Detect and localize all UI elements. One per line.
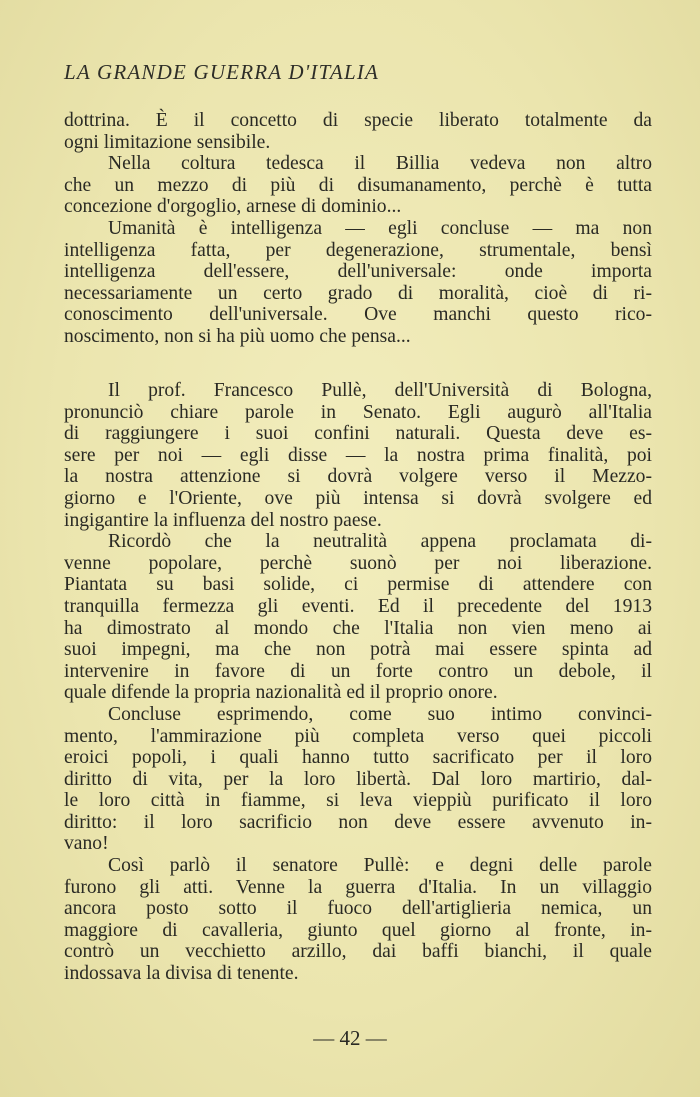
text-line: diritto: il loro sacrificio non deve essere avvenuto in- [64, 811, 652, 833]
text-line: eroici popoli, i quali hanno tutto sacrificato per il loro [64, 747, 652, 769]
text-line: mento, l'ammirazione più completa verso quei piccoli [64, 725, 652, 747]
text-line: pronunciò chiare parole in Senato. Egli augurò all'Italia [64, 401, 652, 423]
text-line: conoscimento dell'universale. Ove manchi questo rico- [64, 304, 652, 326]
text-line: Concluse esprimendo, come suo intimo convinci- [108, 703, 652, 725]
text-line: ingigantire la influenza del nostro paese. [64, 509, 382, 531]
text-line: ancora posto sotto il fuoco dell'artiglieria nemica, un [64, 898, 652, 920]
text-line: venne popolare, perchè suonò per noi liberazione. [64, 552, 652, 574]
text-line: intelligenza dell'essere, dell'universale: onde importa [64, 261, 652, 283]
text-line: Il prof. Francesco Pullè, dell'Università di Bologna, [108, 380, 652, 401]
text-line: vano! [64, 833, 109, 855]
text-line: tranquilla fermezza gli eventi. Ed il precedente del 1913 [64, 595, 652, 617]
text-line: di raggiungere i suoi confini naturali. Questa deve es- [64, 423, 652, 445]
text-line: Nella coltura tedesca il Billia vedeva non altro [108, 153, 652, 175]
text-line: quale difende la propria nazionalità ed il proprio onore. [64, 682, 498, 704]
text-line: ha dimostrato al mondo che l'Italia non vien meno ai [64, 617, 652, 639]
text-line: Piantata su basi solide, ci permise di attendere con [64, 574, 652, 596]
text-line: contrò un vecchietto arzillo, dai baffi bianchi, il quale [64, 941, 652, 963]
text-line: suoi impegni, ma che non potrà mai essere spinta ad [64, 639, 652, 661]
text-section-1 [64, 110, 652, 348]
text-line: Ricordò che la neutralità appena proclamata di- [108, 531, 652, 553]
text-section-2 [64, 380, 652, 985]
text-line: Umanità è intelligenza — egli concluse — ma non [108, 217, 652, 239]
text-line: la nostra attenzione si dovrà volgere verso il Mezzo- [64, 466, 652, 488]
text-line: giorno e l'Oriente, ove più intensa si dovrà svolgere ed [64, 487, 652, 509]
text-line: necessariamente un certo grado di moralità, cioè di ri- [64, 282, 652, 304]
text-line: dottrina. È il concetto di specie liberato totalmente da [64, 110, 652, 131]
text-line: Così parlò il senatore Pullè: e degni delle parole [108, 855, 652, 877]
text-line: furono gli atti. Venne la guerra d'Italia. In un villaggio [64, 876, 652, 898]
text-line: ogni limitazione sensibile. [64, 131, 271, 153]
text-line: intelligenza fatta, per degenerazione, strumentale, bensì [64, 239, 652, 261]
text-line: che un mezzo di più di disumanamento, perchè è tutta [64, 174, 652, 196]
text-line: indossava la divisa di tenente. [64, 963, 299, 985]
text-line: sere per noi — egli disse — la nostra prima finalità, poi [64, 444, 652, 466]
text-line: le loro città in fiamme, si leva vieppiù purificato il loro [64, 790, 652, 812]
text-line: concezione d'orgoglio, arnese di dominio... [64, 196, 402, 218]
running-title: LA GRANDE GUERRA D'ITALIA [64, 60, 380, 84]
page-number: — 42 — [313, 1026, 387, 1050]
text-line: maggiore di cavalleria, giunto quel giorno al fronte, in- [64, 919, 652, 941]
text-line: intervenire in favore di un forte contro un debole, il [64, 660, 652, 682]
text-line: diritto di vita, per la loro libertà. Dal loro martirio, dal- [64, 768, 652, 790]
text-line: noscimento, non si ha più uomo che pensa... [64, 325, 411, 347]
